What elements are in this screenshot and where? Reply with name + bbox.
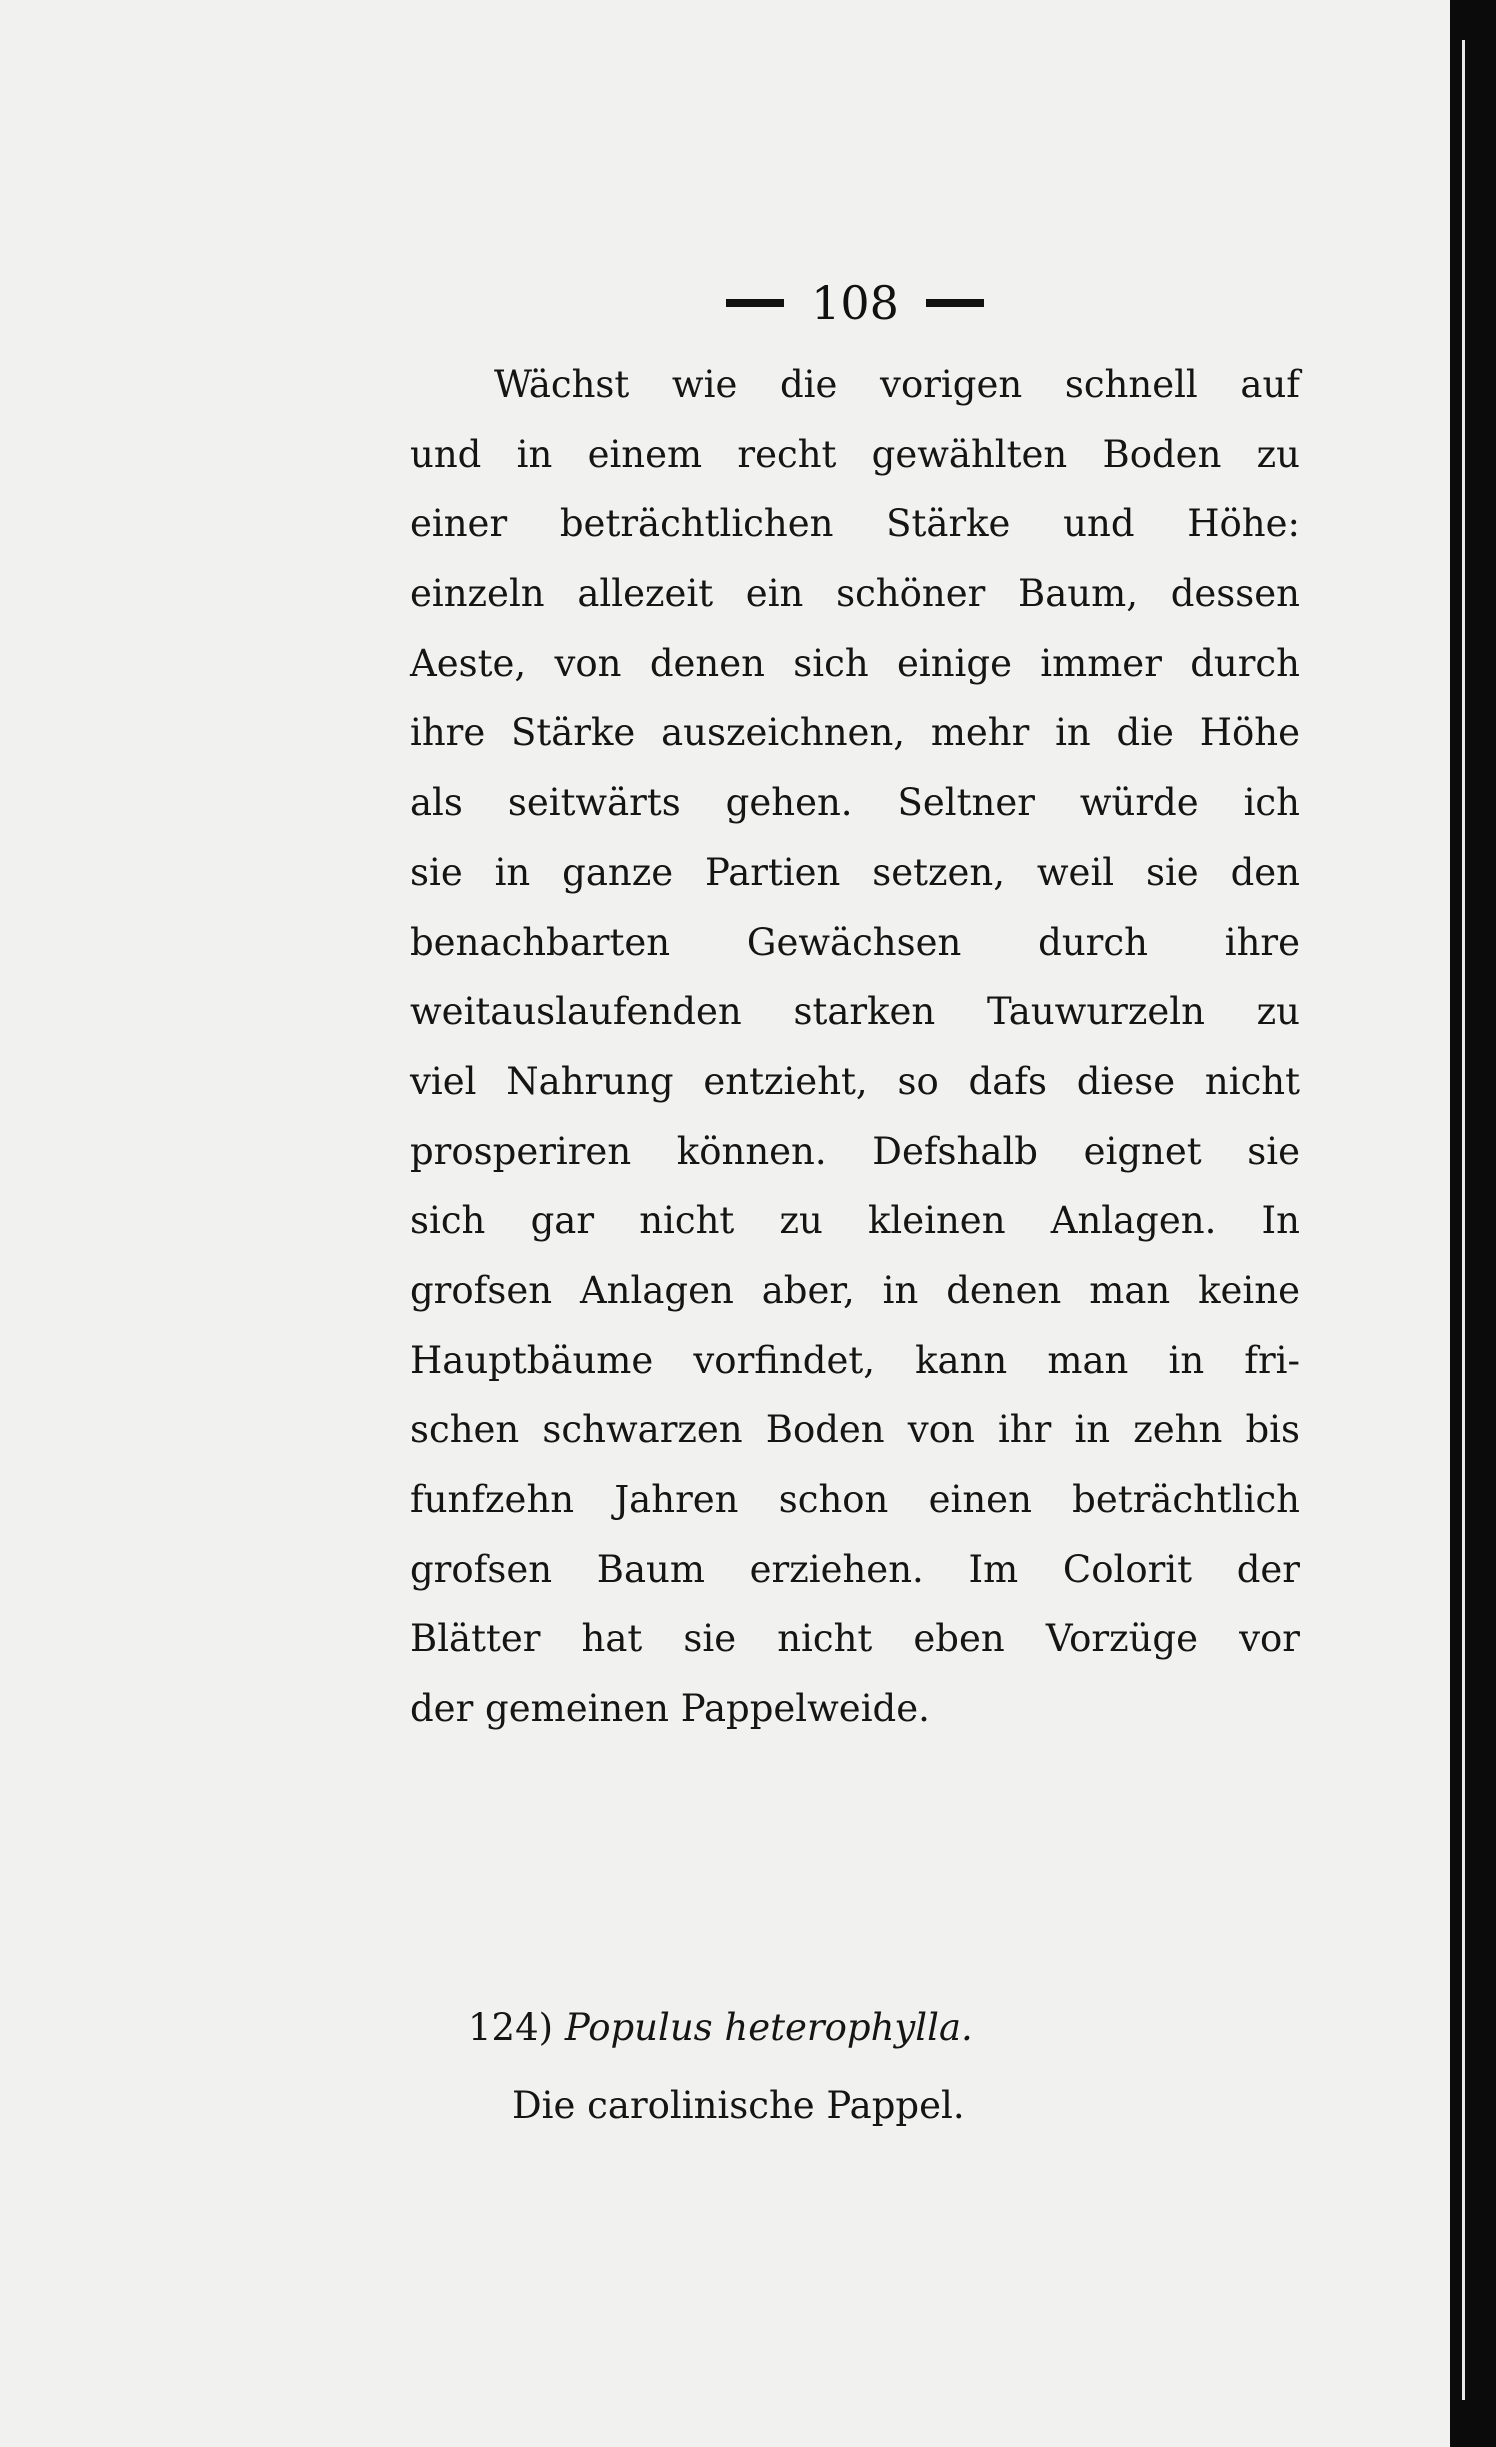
header-dash-left bbox=[726, 299, 784, 307]
text-line: viel Nahrung entzieht, so dafs diese nicht bbox=[410, 1059, 1300, 1103]
text-line: Wächst wie die vorigen schnell auf bbox=[494, 363, 1300, 406]
text-line: Hauptbäume vorfindet, kann man in fri- bbox=[410, 1338, 1300, 1382]
text-line: einzeln allezeit ein schöner Baum, dessen bbox=[410, 572, 1300, 616]
scan-border bbox=[1450, 0, 1496, 2447]
text-line: sich gar nicht zu kleinen Anlagen. In bbox=[410, 1199, 1300, 1243]
text-line: prosperiren können. Defshalb eignet sie bbox=[410, 1129, 1300, 1173]
species-entry bbox=[468, 1992, 1308, 2064]
text-line: sie in ganze Partien setzen, weil sie den bbox=[410, 850, 1300, 894]
text-line: funfzehn Jahren schon einen beträchtlich bbox=[410, 1478, 1300, 1521]
page-number: 108 bbox=[811, 276, 899, 330]
entry-number: 124) bbox=[468, 2006, 554, 2049]
text-line: ihre Stärke auszeichnen, mehr in die Höhe bbox=[410, 711, 1300, 755]
text-line: schen schwarzen Boden von ihr in zehn bis bbox=[410, 1408, 1300, 1452]
entry-latin-name: Populus heterophylla. bbox=[564, 2006, 973, 2049]
text-line: als seitwärts gehen. Seltner würde ich bbox=[410, 781, 1300, 825]
scan-border-line bbox=[1462, 40, 1465, 2400]
text-line: und in einem recht gewählten Boden zu bbox=[410, 432, 1300, 476]
text-line: grofsen Anlagen aber, in denen man keine bbox=[410, 1268, 1300, 1312]
text-line: Aeste, von denen sich einige immer durch bbox=[410, 641, 1300, 685]
text-line: weitauslaufenden starken Tauwurzeln zu bbox=[410, 990, 1300, 1034]
body-paragraph bbox=[410, 350, 1300, 1744]
entry-common-name: Die carolinische Pappel. bbox=[512, 2084, 965, 2127]
text-line: Blätter hat sie nicht eben Vorzüge vor bbox=[410, 1617, 1300, 1661]
text-line: benachbarten Gewächsen durch ihre bbox=[410, 920, 1300, 964]
header-dash-right bbox=[926, 299, 984, 307]
text-line: grofsen Baum erziehen. Im Colorit der bbox=[410, 1547, 1300, 1591]
page-header bbox=[690, 268, 1020, 338]
text-line: einer beträchtlichen Stärke und Höhe: bbox=[410, 502, 1300, 546]
text-line: der gemeinen Pappelweide. bbox=[410, 1687, 930, 1731]
